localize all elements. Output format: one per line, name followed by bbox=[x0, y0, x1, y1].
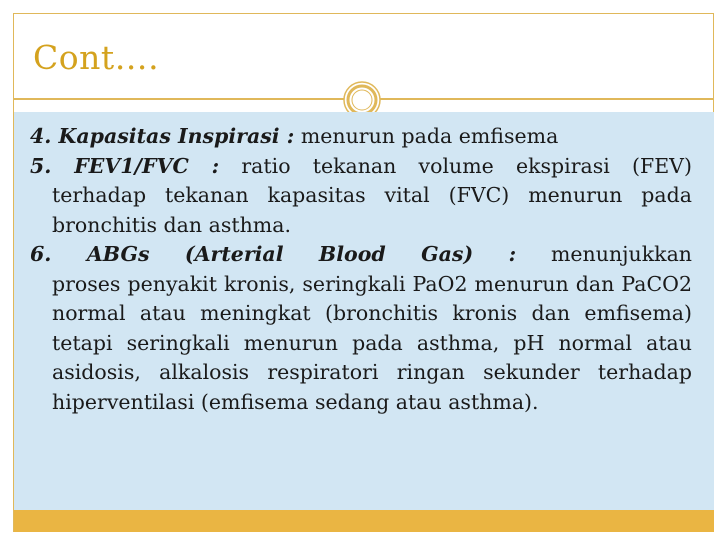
list-item bbox=[30, 240, 692, 417]
item-label: 5. FEV1/FVC : bbox=[30, 153, 220, 178]
item-text: menunjukkan bbox=[550, 242, 692, 266]
item-text: ratio tekanan volume ekspirasi (FEV) bbox=[241, 153, 692, 178]
item-text: menurun pada emfisema bbox=[300, 124, 559, 148]
bottom-bar bbox=[14, 510, 714, 532]
item-label: 4. Kapasitas Inspirasi : bbox=[30, 124, 295, 148]
item-text-continued: proses penyakit kronis, seringkali PaO2 menurun dan PaCO2 normal atau meningkat (bronchitis kronis dan emfisema) tetapi seringkali menurun pada asthma, pH normal atau asidosis, alkalosis respiratori ringan sekunder terhadap hiperventilasi (emfisema sedang atau asthma). bbox=[52, 271, 692, 414]
content-body bbox=[30, 122, 692, 417]
item-label: 6. ABGs (Arterial Blood Gas) : bbox=[30, 242, 517, 266]
list-item bbox=[30, 152, 692, 241]
item-text-continued: terhadap tekanan kapasitas vital (FVC) menurun pada bronchitis dan asthma. bbox=[52, 183, 692, 237]
list-item bbox=[30, 122, 692, 152]
slide-title: Cont…. bbox=[33, 38, 160, 77]
